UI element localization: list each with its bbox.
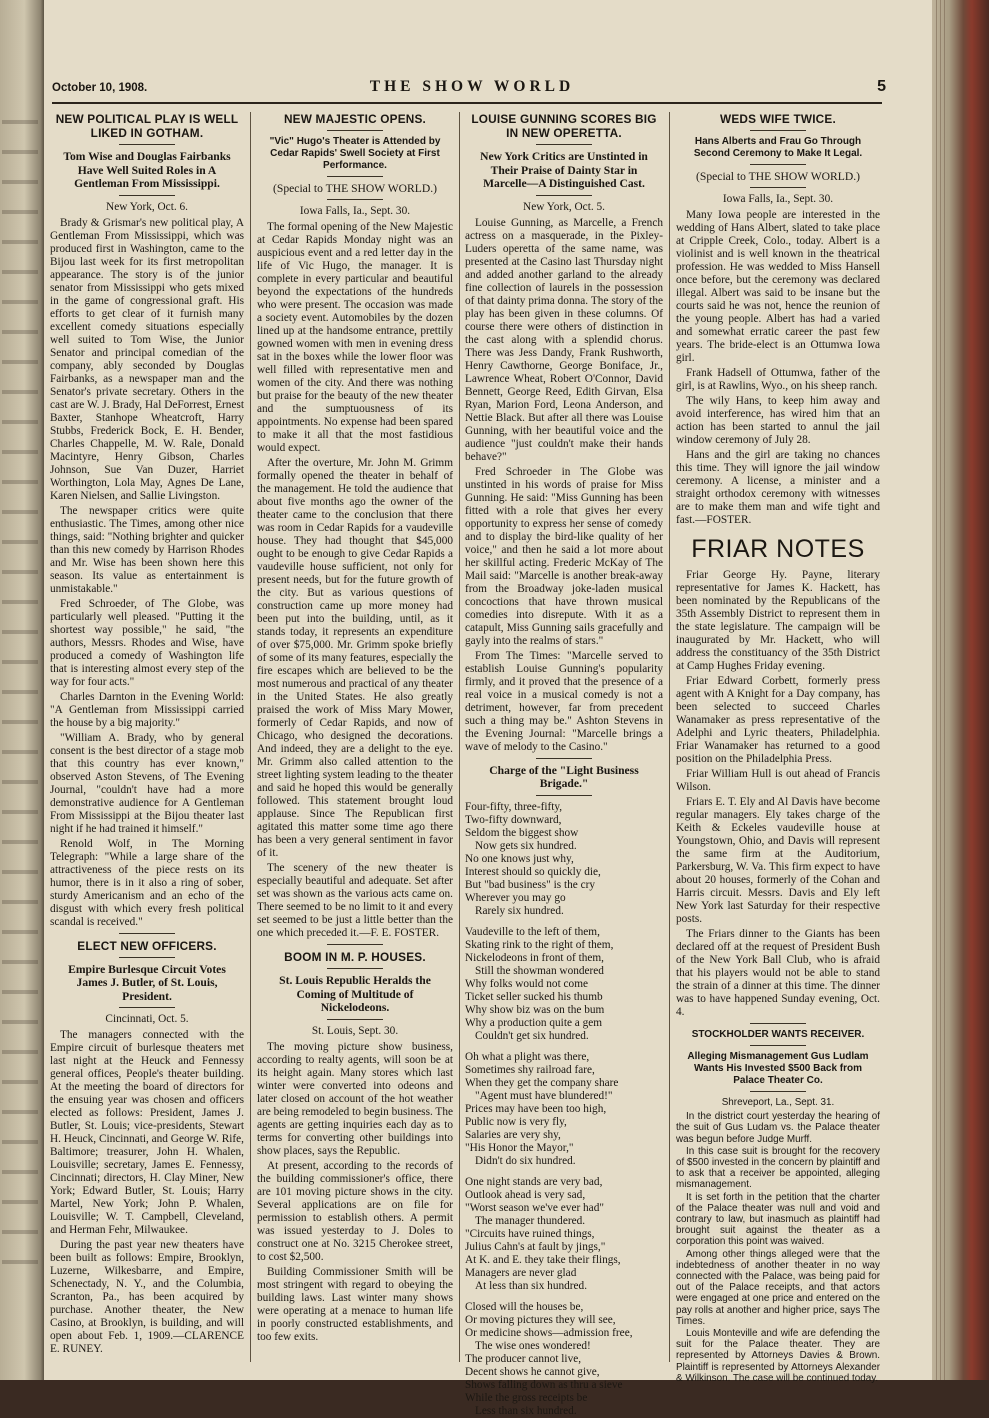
poem-line: While the gross receipts be (465, 1391, 588, 1404)
poem-line: Why folks would not come (465, 977, 588, 990)
subhead-new-majestic: "Vic" Hugo's Theater is Attended by Cedar Rapids' Swell Society at First Performance. (269, 136, 441, 171)
article-paragraph: Among other things alleged were that the indebtedness of another theater in no way connected with the Palace, was being paid for out of the Palace receipts, and that actors were engaged at one price and entered on the pay rolls at another and higher price, says The Times. (676, 1248, 880, 1327)
poem-stanza (465, 1051, 663, 1168)
dateline: Iowa Falls, Ia., Sept. 30. (299, 205, 411, 217)
poem-line: No one knows just why, (465, 852, 574, 865)
poem-title: Charge of the "Light Business Brigade." (489, 763, 639, 790)
article-paragraph: Brady & Grismar's new political play, A Gentleman From Mississippi, which was produced first in Washington, came to the Bijou last week for its first metropolitan appearance. The story is of the junior senator from Mississippi who gets mixed in the game of congressional graft. His efforts to get clear of it furnish many excellent comedy situations especially well suited to Tom Wise, the Junior Senator and principal comedian of the company, ably seconded by Douglas Fairbanks, as a newspaper man and the Senator's private secretary. Others in the cast are W. J. Brady, Hal DeForrest, Ernest Baxter, Stanhope Wheatcroft, Harry Stubbs, Frederick Bock, E. H. Bender, Charles Chappelle, M. W. Rale, Donald Macintyre, Henry Gibson, Charles Johnson, Sue Van Duzer, Harriet Worthington, Lola May, Agnes De Lane, Karen Nielsen, and Sallie Livingston. (50, 216, 244, 502)
poem-line: "Agent must have blundered!" (475, 1089, 613, 1102)
masthead-rule (52, 102, 882, 104)
article-paragraph: "William A. Brady, who by general consent is the best director of a stage mob that this country has ever known," observed Aston Stevens, of The Evening Journal, "couldn't have had a more demonstrative audience for A Gentleman From Mississippi at the Bijou theater last night if he had trained it himself." (50, 731, 244, 835)
article-paragraph: The formal opening of the New Majestic at Cedar Rapids Monday night was an auspicious event and a red letter day in the life of Vic Hugo, the manager. It is complete in every particular and beautiful beyond the expectations of the hundreds who were present. The occasion was made a society event. Automobiles by the dozen lined up at the handsome entrance, prettily gowned women with men in evening dress sat in the boxes while the lower floor was well filled with representative men and women of the city. And there was nothing but praise for the beauty of the new theater and the sumptuousness of its appointments. No expense had been spared to make it all that the most fastidious would expect. (257, 221, 453, 454)
poem-line: Salaries are very shy, (465, 1128, 561, 1141)
stockholder-article (676, 1111, 880, 1384)
subhead-weds-wife-twice: Hans Alberts and Frau Go Through Second Ceremony to Make It Legal. (693, 136, 863, 159)
poem-line: Skating rink to the right of them, (465, 938, 614, 951)
poem-line: The manager thundered. (475, 1214, 586, 1227)
poem-line: The wise ones wondered! (475, 1339, 591, 1352)
article-paragraph: In this case suit is brought for the recovery of $500 invested in the concern by plaintiff and to ask that a receiver be appointed, alleging mismanagement. (676, 1145, 880, 1191)
divider (536, 795, 592, 796)
poem-line: Less than six hundred. (475, 1404, 577, 1417)
divider (119, 933, 175, 934)
poem-line: Why show biz was on the bum (465, 1003, 605, 1016)
masthead (52, 78, 886, 100)
divider (119, 1007, 175, 1008)
dateline: New York, Oct. 5. (523, 200, 605, 213)
poem (465, 801, 663, 1418)
divider (536, 144, 592, 145)
article-paragraph: Renold Wolf, in The Morning Telegraph: "While a large share of the attractiveness of the piece rests on its humor, there is in it also a ring of sober, sturdy Americanism and an echo of the disgust with which every fresh political scandal is received." (50, 837, 244, 928)
special-credit: (Special to THE SHOW WORLD.) (273, 182, 437, 195)
divider (327, 130, 383, 131)
column-4 (676, 112, 880, 1384)
divider (119, 957, 175, 958)
subhead-louise-gunning: New York Critics are Unstinted in Their Praise of Dainty Star in Marcelle—A Distinguished Cast. (480, 150, 648, 190)
divider (327, 199, 383, 200)
adjacent-page-edge (0, 0, 44, 1380)
divider (327, 968, 383, 969)
article-paragraph: Fred Schroeder, of The Globe, was particularly well pleased. "Putting it the shortest way possible," he said, "the authors, Messrs. Rhodes and Wise, have produced a comedy of Washington life that is interesting almost every step of the way for four acts." (50, 597, 244, 688)
divider (750, 130, 806, 131)
book-binding (932, 0, 989, 1380)
headline-political-play: NEW POLITICAL PLAY IS WELL LIKED IN GOTHAM. (55, 112, 239, 140)
article-paragraph: It is set forth in the petition that the charter of the Palace theater was null and void and contrary to law, but inasmuch as plaintiff had brought suit against the theater as a corporation this point was waived. (676, 1191, 880, 1248)
divider (327, 944, 383, 945)
poem-line: Still the showman wondered (475, 964, 604, 977)
article-paragraph: Friars E. T. Ely and Al Davis have become regular managers. Ely takes charge of the Keith & Eckeles vaudeville house at Youngstown, Ohio, and Davis will represent the same firm at the Auditorium, Parkersburg, W. Va. This firm expect to have about 20 houses, formerly of the Cohan and Harris circuit. Messrs. Davis and Ely left New York last Saturday for their respective posts. (676, 796, 880, 925)
dateline: St. Louis, Sept. 30. (311, 1024, 399, 1037)
poem-line: Closed will the houses be, (465, 1300, 584, 1313)
article-paragraph: The wily Hans, to keep him away and avoid interference, has wired him that an action has been started to annul the jail window ceremony of July 28. (676, 395, 880, 446)
divider (750, 1023, 806, 1024)
column-3 (465, 112, 663, 1417)
article-paragraph: The scenery of the new theater is especially beautiful and adequate. Set after set was shown as the various acts came on. There seemed to be no limit to it and every set seemed to be just a little better than the one which preceded it.—F. E. FOSTER. (257, 862, 453, 939)
poem-line: "Circuits have ruined things, (465, 1227, 595, 1240)
divider (750, 1045, 806, 1046)
poem-line: Seldom the biggest show (465, 826, 579, 839)
article-paragraph: Friar William Hull is out ahead of Francis Wilson. (676, 768, 880, 793)
headline-elect-officers: ELECT NEW OFFICERS. (77, 938, 217, 953)
article-paragraph: The moving picture show business, according to realty agents, will soon be at its height again. Many stores which last winter were converted into odeons and later closed on account of the hot weather are being remodeled to begin business. The agents are getting inquiries each day as to terms for converting other buildings into show places, says the Republic. (257, 1040, 453, 1157)
divider (327, 176, 383, 177)
poem-line: Shows falling down as thru a sieve (465, 1378, 623, 1391)
dateline: Cincinnati, Oct. 5. (105, 1013, 189, 1025)
column-1 (50, 112, 244, 1374)
divider (750, 164, 806, 165)
divider (327, 1019, 383, 1020)
divider (750, 1091, 806, 1092)
poem-line: Couldn't get six hundred. (475, 1029, 589, 1042)
dateline: New York, Oct. 6. (106, 200, 188, 213)
headline-louise-gunning: LOUISE GUNNING SCORES BIG IN NEW OPERETTA. (471, 112, 657, 140)
poem-line: Decent shows he cannot give, (465, 1365, 600, 1378)
article-paragraph: Many Iowa people are interested in the wedding of Hans Albert, slated to take place at Cripple Creek, Colo., today. Albert is a violinist and is well known in the theatrical profession. He was wedded to Miss Hansell once before, but the ceremony was declared illegal. Albert was said to be insane but the courts said he was not, hence the reunion of the young people. Albert has had a varied and somewhat erratic career the past few years. The bride-elect is an Ottumwa Iowa girl. (676, 209, 880, 364)
subhead-stockholder: Alleging Mismanagement Gus Ludlam Wants His Invested $500 Back from Palace Theater Co. (687, 1051, 869, 1086)
article-paragraph: The Friars dinner to the Giants has been declared off at the request of President Bush of the New York Ball Club, who is afraid that his players would not be able to stand the strain of a dinner at this time. The dinner was to have happened Sunday evening, Oct. 4. (676, 928, 880, 1018)
divider (750, 187, 806, 188)
publication-title: THE SHOW WORLD (369, 78, 575, 95)
poem-line: Wherever you may go (465, 891, 566, 904)
poem-line: Sometimes shy railroad fare, (465, 1063, 595, 1076)
poem-line: "Worst season we've ever had" (465, 1201, 604, 1214)
column-2 (257, 112, 453, 1374)
subhead-boom-mp-houses: St. Louis Republic Heralds the Coming of Multitude of Nickelodeons. (279, 974, 431, 1014)
article-paragraph: Louise Gunning, as Marcelle, a French actress on a masquerade, in the Pixley-Luders operetta of the same name, was presented at the Casino last Thursday night and added another garland to the already fine collection of laurels in the possession of that dainty prima donna. The story of the play has been given in these columns. Of course there were others of distinction in the cast along with a splendid chorus. There was Jess Dandy, Frank Rushworth, Henry Cawthorne, George Boniface, Jr., Lawrence Wheat, Robert O'Connor, David Bennett, George Reed, Edith Girvan, Elsa Ryan, Marion Ford, Leona Anderson, and Nettie Black. But after all there was Louise Gunning, with her beautiful voice and the audience "just couldn't make their hands behave?" (465, 216, 663, 463)
article-paragraph: Louis Monteville and wife are defending the suit for the Palace theater. They are represented by Attorneys Davies & Brown. Plaintiff is represented by Attorneys Alexander & Wilkinson. The case will be continued today. (676, 1328, 880, 1384)
dateline: Shreveport, La., Sept. 31. (721, 1097, 835, 1108)
poem-line: Public now is very fly, (465, 1115, 567, 1128)
poem-line: Two-fifty downward, (465, 813, 562, 826)
article-paragraph: In the district court yesterday the hearing of the suit of Gus Ludam vs. the Palace theater was begun before Judge Murff. (676, 1111, 880, 1145)
poem-line: Or medicine shows—admission free, (465, 1326, 633, 1339)
poem-line: Prices may have been too high, (465, 1102, 607, 1115)
divider (119, 195, 175, 196)
special-credit: (Special to THE SHOW WORLD.) (696, 170, 860, 183)
headline-new-majestic: NEW MAJESTIC OPENS. (283, 112, 427, 126)
poem-line: Four-fifty, three-fifty, (465, 800, 563, 813)
poem-line: Managers are never glad (465, 1266, 577, 1279)
column-rule (250, 112, 251, 1362)
poem-line: The producer cannot live, (465, 1352, 582, 1365)
poem-line: Why a production quite a gem (465, 1016, 603, 1029)
poem-line: Interest should so quickly die, (465, 865, 601, 878)
newspaper-page (44, 0, 932, 1417)
article-paragraph: From The Times: "Marcelle served to establish Louise Gunning's popularity firmly, and it proved that the presence of a real voice in a musical comedy is not a detriment, however, far from precedent such a thing may be." Ashton Stevens in the Evening Journal: "Marcelle brings a wave of melody to the Casino." (465, 649, 663, 753)
poem-line: At K. and E. they take their flings, (465, 1253, 621, 1266)
poem-stanza (465, 1301, 663, 1418)
poem-line: Nickelodeons in front of them, (465, 951, 604, 964)
article-paragraph: The newspaper critics were quite enthusiastic. The Times, among other nice things, said: "Nothing brighter and quicker than this new comedy by Harrison Rhodes and Mr. Wise has been shown here this season. Its value as entertainment is unmistakable." (50, 504, 244, 595)
headline-weds-wife-twice: WEDS WIFE TWICE. (720, 112, 836, 126)
poem-line: Vaudeville to the left of them, (465, 925, 600, 938)
poem-line: Julius Cahn's at fault by jings," (465, 1240, 606, 1253)
page-number: 5 (877, 78, 886, 95)
subhead-political-play: Tom Wise and Douglas Fairbanks Have Well Suited Roles in A Gentleman From Mississippi. (63, 150, 231, 190)
article-paragraph: Fred Schroeder in The Globe was unstinted in his words of praise for Miss Gunning. He said: "Miss Gunning has been fitted with a role that gives her every opportunity to express her sense of comedy and to display the bird-like quality of her voice," and then he said a lot more about her skillful acting. Frederic McKay of The Mail said: "Marcelle is another break-away from the Broadway joke-laden musical concoctions that have thrown musical comedies into disrepute. With it as a catapult, Miss Gunning sails gracefully and gayly into the realms of stars." (465, 465, 663, 647)
article-paragraph: The managers connected with the Empire circuit of burlesque theaters met last night at the Heuck and Fennessy general offices, People's theater building. At the meeting the board of directors for the ensuing year was chosen and officers elected as follows: President, James J. Butler, St. Louis; vice-presidents, Stewart H. Heuck, Cincinnati, and George W. Rife, Baltimore; treasurer, John H. Whalen, Louisville; secretary, James E. Fennessy, Cincinnati; directors, H. Clay Miner, New York; Edward Butler, St. Louis; Harry Martel, New York; John P. Whalen, Louisville; W. T. Campbell, Cleveland, and Herman Fehr, Milwaukee. (50, 1029, 244, 1236)
poem-stanza (465, 801, 663, 918)
headline-stockholder: STOCKHOLDER WANTS RECEIVER. (691, 1029, 865, 1040)
poem-line: Rarely six hundred. (475, 904, 564, 917)
poem-line: When they get the company share (465, 1076, 619, 1089)
poem-line: "His Honor the Mayor," (465, 1141, 574, 1154)
column-rule (669, 112, 670, 1362)
friar-notes-title: FRIAR NOTES (691, 535, 865, 563)
poem-line: But "bad business" is the cry (465, 878, 596, 891)
poem-line: Or moving pictures they will see, (465, 1313, 616, 1326)
headline-boom-mp-houses: BOOM IN M. P. HOUSES. (284, 950, 426, 964)
article-paragraph: Friar Edward Corbett, formerly press agent with A Knight for a Day company, has been selected to succeed Charles Wanamaker as press representative of the Adelphi and Lyric theaters, Philadelphia. Friar Wanamaker has returned to a good position on the Philadelphia Press. (676, 675, 880, 765)
article-paragraph: After the overture, Mr. John M. Grimm formally opened the theater in behalf of the management. He told the audience that about five months ago the owner of the theater came to the conclusion that there was room in Cedar Rapids for a vaudeville house. They had thought that $45,000 ought to be enough to give Cedar Rapids a vaudeville house sufficient, not only for present needs, but for the future growth of the city. But as various questions of construction came up more money had been put into the building, until, as it stands today, it represents an expenditure of over $75,000. Mr. Grimm spoke briefly of some of its many features, especially the fire escapes which are believed to be the most numerous and practical of any theater in the United States. He also greatly praised the work of Miss Mary Mower, formerly of Cedar Rapids, and now of Chicago, who designed the decorations. And indeed, they are a delight to the eye. Mr. Grimm also called attention to the street lighting system leading to the theater and said he hoped this would be generally followed. This statement brought loud applause. Since The Republican first agitated this matter some time ago there has been a very general sentiment in favor of it. (257, 457, 453, 859)
poem-line: Outlook ahead is very sad, (465, 1188, 586, 1201)
poem-stanza (465, 1176, 663, 1293)
dateline: Iowa Falls, Ia., Sept. 30. (722, 193, 834, 205)
article-paragraph: During the past year new theaters have been built as follows: Empire, Brooklyn, Luzerne, Wilkesbarre, and Empire, Schenectady, N. Y., and the Columbia, Scranton, Pa., has been acquired by purchase. Another theater, the New Casino, at Brooklyn, is building, and will open about Feb. 1, 1909.—CLARENCE E. RUNEY. (50, 1239, 244, 1355)
poem-line: One night stands are very bad, (465, 1175, 603, 1188)
divider (536, 758, 592, 759)
article-paragraph: Charles Darnton in the Evening World: "A Gentleman from Mississippi carried the house by a big majority." (50, 690, 244, 729)
poem-line: Ticket seller sucked his thumb (465, 990, 603, 1003)
subhead-elect-officers: Empire Burlesque Circuit Votes James J. Butler, of St. Louis, President. (68, 962, 226, 1003)
column-rule (459, 112, 460, 1362)
article-paragraph: Hans and the girl are taking no chances this time. They will ignore the jail window ceremony. A license, a minister and a straight orthodox ceremony with witnesses are to make them man and wife tight and fast.—FOSTER. (676, 449, 880, 526)
article-paragraph: Building Commissioner Smith will be most stringent with regard to obeying the building laws. Last winter many shows were operating at a menace to human life in poorly constructed establishments, and too few exits. (257, 1265, 453, 1343)
poem-line: Didn't do six hundred. (475, 1154, 576, 1167)
article-paragraph: Friar George Hy. Payne, literary representative for James K. Hackett, has been nominated by the Republicans of the 35th Assembly District to represent them in the state legislature. The campaign will be inaugurated by Mr. Hackett, who will address the constituancy of the 35th District at Camp Hughes Friday evening. (676, 569, 880, 672)
poem-line: Now gets six hundred. (475, 839, 577, 852)
poem-line: Oh what a plight was there, (465, 1050, 590, 1063)
article-paragraph: Frank Hadsell of Ottumwa, father of the girl, is at Rawlins, Wyo., on his sheep ranch. (676, 367, 880, 392)
divider (119, 144, 175, 145)
poem-stanza (465, 926, 663, 1043)
issue-date: October 10, 1908. (52, 82, 148, 94)
poem-line: At less than six hundred. (475, 1279, 588, 1292)
divider (536, 195, 592, 196)
article-paragraph: At present, according to the records of the building commissioner's office, there are 101 moving picture shows in the city. Several applications are on file for permission to establish others. A permit was issued yesterday to J. Doles to construct one at No. 3215 Cherokee street, to cost $2,500. (257, 1159, 453, 1263)
